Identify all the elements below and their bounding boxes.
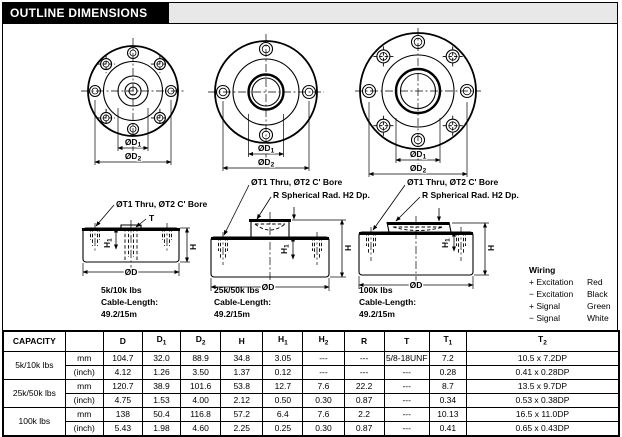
dim-label-h1: H1 [279,244,291,254]
title-bar [2,2,618,24]
outline-drawing-panel [2,24,618,330]
table-row [3,351,619,365]
dim-label-d2: ØD2 [409,163,427,175]
side-view-100k [359,177,519,290]
column-header-r: R [344,331,384,351]
value-cell: 13.5 x 9.7DP [466,379,619,393]
callout-t: T [149,213,155,223]
value-cell: 120.7 [103,379,142,393]
value-cell: 0.28 [429,365,466,379]
value-cell: 1.98 [142,421,180,436]
wiring-signal-label: − Signal [529,313,560,323]
callout-thru-bore: ØT1 Thru, ØT2 C' Bore [116,199,208,209]
value-cell: 4.00 [181,393,221,407]
wiring-color-value: Green [587,301,611,311]
value-cell: 1.26 [142,365,180,379]
dim-label-od: ØD [409,280,423,290]
unit-cell: (inch) [65,393,103,407]
value-cell: 50.4 [142,407,180,421]
wiring-legend [529,264,611,324]
value-cell: 8.7 [429,379,466,393]
capacity-cell: 5k/10k lbs [3,351,65,379]
value-cell: 6.4 [263,407,303,421]
value-cell: 7.6 [303,407,344,421]
table-row [3,379,619,393]
cable-length-value: 49.2/15m [101,309,137,319]
value-cell: --- [384,421,429,436]
value-cell: 4.60 [181,421,221,436]
value-cell: 1.53 [142,393,180,407]
value-cell: 0.12 [263,365,303,379]
column-header-h2: $H_2$ [303,331,344,351]
capacity-label: 25k/50k lbs [214,285,260,295]
wiring-row [529,288,611,300]
table-row [3,365,619,379]
value-cell: 0.30 [303,421,344,436]
value-cell: --- [303,365,344,379]
side-view-5k10k [82,199,208,277]
value-cell: 5/8-18UNF [384,351,429,365]
value-cell: 0.41 [429,421,466,436]
dim-label-h: H [486,244,496,251]
caption-100k [359,284,416,320]
cable-length-label: Cable-Length: [214,297,272,307]
capacity-cell: 100k lbs [3,407,65,436]
side-view-25k50k [211,177,370,292]
column-header-t1: $T_1$ [429,331,466,351]
dim-label-d1: ØD1 [257,143,275,155]
column-header-d: D [103,331,142,351]
cable-length-label: Cable-Length: [101,297,159,307]
value-cell: 5.43 [103,421,142,436]
value-cell: 3.50 [181,365,221,379]
value-cell: 0.30 [303,393,344,407]
dim-label-h1: H1 [102,238,114,248]
wiring-signal-label: + Excitation [529,277,574,287]
wiring-row [529,300,611,312]
value-cell: 16.5 x 11.0DP [466,407,619,421]
value-cell: 10.13 [429,407,466,421]
dimensions-table-wrapper [2,330,620,437]
callout-thru-bore: ØT1 Thru, ØT2 C' Bore [251,177,343,187]
wiring-title: Wiring [529,265,556,275]
value-cell: 7.6 [303,379,344,393]
table-row [3,421,619,436]
top-view-5k10k [81,38,185,165]
unit-column-header [65,331,103,351]
unit-cell: mm [65,351,103,365]
value-cell: 4.12 [103,365,142,379]
callout-thru-bore: ØT1 Thru, ØT2 C' Bore [407,177,499,187]
value-cell: 57.2 [221,407,263,421]
value-cell: --- [384,365,429,379]
value-cell: 116.8 [181,407,221,421]
value-cell: 32.0 [142,351,180,365]
dim-label-h1: H1 [440,238,452,248]
value-cell: 3.05 [263,351,303,365]
value-cell: --- [384,393,429,407]
wiring-color-value: Black [587,289,608,299]
wiring-signal-label: + Signal [529,301,560,311]
value-cell: 22.2 [344,379,384,393]
outline-drawings-svg [3,24,617,330]
value-cell: 53.8 [221,379,263,393]
dim-label-d1: ØD1 [124,137,142,149]
unit-cell: mm [65,407,103,421]
value-cell: 4.75 [103,393,142,407]
wiring-signal-label: − Excitation [529,289,574,299]
value-cell: 0.41 x 0.28DP [466,365,619,379]
dim-label-h: H [188,243,198,250]
value-cell: 2.2 [344,407,384,421]
dim-label-d1: ØD1 [409,149,427,161]
value-cell: 10.5 x 7.2DP [466,351,619,365]
callout-spherical: R Spherical Rad. H2 Dp. [273,190,370,200]
value-cell: 38.9 [142,379,180,393]
value-cell: 0.65 x 0.43DP [466,421,619,436]
capacity-column-header: CAPACITY [3,331,65,351]
value-cell: --- [384,379,429,393]
column-header-h: H [221,331,263,351]
wiring-color-value: Red [587,277,603,287]
wiring-color-value: White [587,313,609,323]
value-cell: 0.87 [344,393,384,407]
cable-length-label: Cable-Length: [359,297,417,307]
column-header-h1: $H_1$ [263,331,303,351]
value-cell: 2.12 [221,393,263,407]
dim-label-d2: ØD2 [124,151,142,163]
capacity-label: 100k lbs [359,285,393,295]
cable-length-value: 49.2/15m [359,309,395,319]
page-title: OUTLINE DIMENSIONS [3,3,169,23]
caption-5k10k [101,284,158,320]
table-row [3,393,619,407]
dim-label-d2: ØD2 [257,157,275,169]
value-cell: 104.7 [103,351,142,365]
value-cell: 101.6 [181,379,221,393]
value-cell: 0.53 x 0.38DP [466,393,619,407]
value-cell: 88.9 [181,351,221,365]
value-cell: 0.50 [263,393,303,407]
column-header-t2: $T_2$ [466,331,619,351]
capacity-label: 5k/10k lbs [101,285,142,295]
value-cell: 7.2 [429,351,466,365]
value-cell: 0.87 [344,421,384,436]
column-header-d1: $D_1$ [142,331,180,351]
value-cell: 0.34 [429,393,466,407]
dim-label-od: ØD [124,267,138,277]
table-row [3,407,619,421]
value-cell: 34.8 [221,351,263,365]
column-header-t: T [384,331,429,351]
dimensions-table [2,330,620,437]
caption-25k50k [214,284,271,320]
value-cell: --- [344,351,384,365]
value-cell: --- [303,351,344,365]
dim-label-h: H [343,244,353,251]
value-cell: 138 [103,407,142,421]
value-cell: --- [384,407,429,421]
value-cell: 0.25 [263,421,303,436]
dim-label-od: ØD [261,282,275,292]
value-cell: 12.7 [263,379,303,393]
cable-length-value: 49.2/15m [214,309,250,319]
table-header-row [3,331,619,351]
wiring-row [529,276,611,288]
unit-cell: (inch) [65,365,103,379]
capacity-cell: 25k/50k lbs [3,379,65,407]
value-cell: --- [344,365,384,379]
unit-cell: (inch) [65,421,103,436]
top-view-25k50k [208,34,324,171]
wiring-row [529,312,611,324]
top-view-100k [355,28,481,177]
column-header-d2: $D_2$ [181,331,221,351]
value-cell: 1.37 [221,365,263,379]
value-cell: 2.25 [221,421,263,436]
unit-cell: mm [65,379,103,393]
callout-spherical: R Spherical Rad. H2 Dp. [422,190,519,200]
